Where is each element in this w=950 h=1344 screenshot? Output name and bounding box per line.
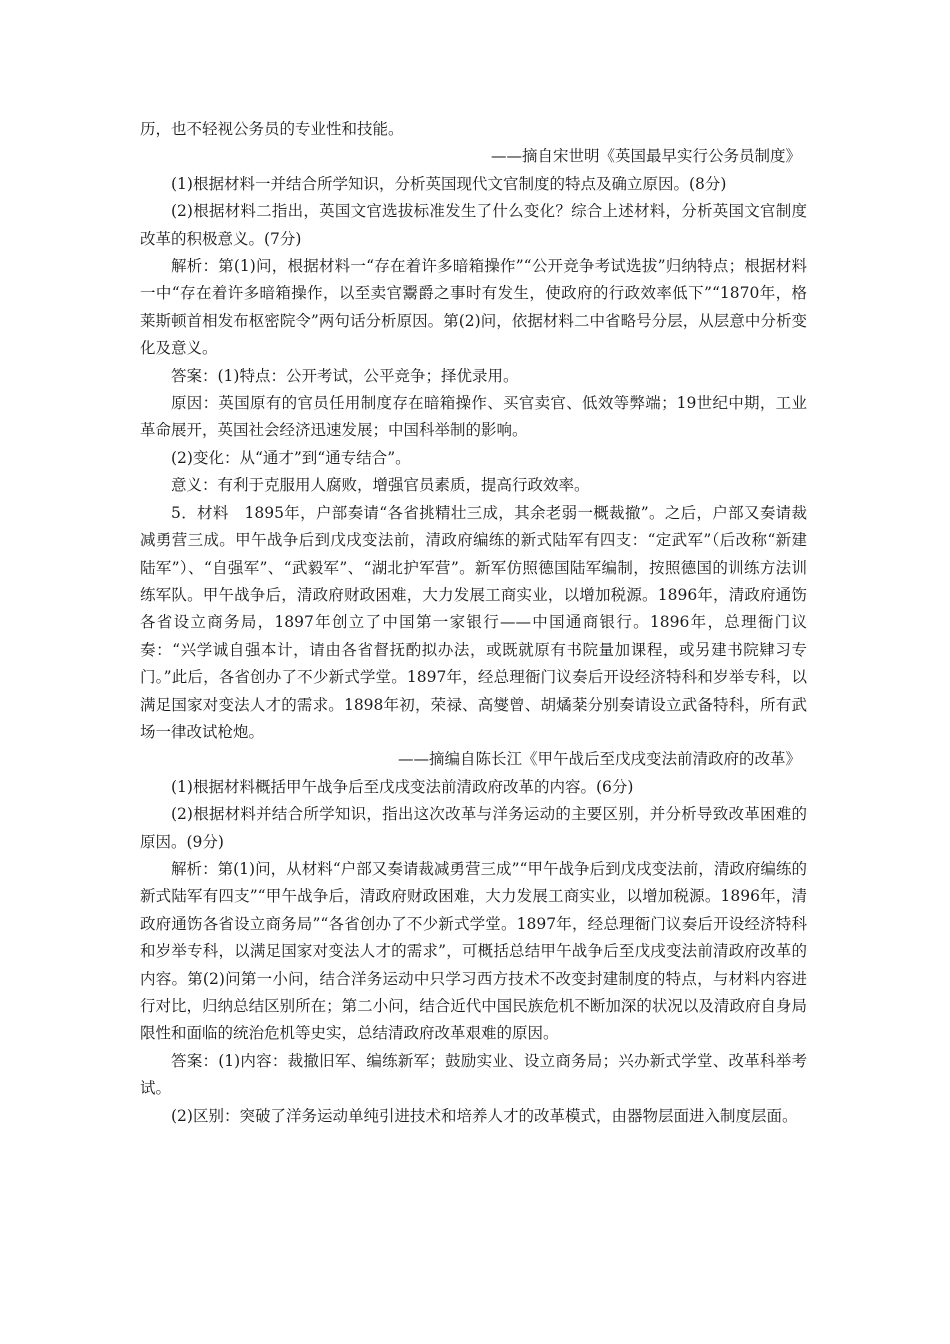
- document-page: [140, 116, 807, 1130]
- material-5: 5．材料 1895年，户部奏请“各省挑精壮三成，其余老弱一概裁撤”。之后，户部又奏请裁减勇营三成。甲午战争后到戊戌变法前，清政府编练的新式陆军有四支：“定武军”（后改称“新建陆军”）、“自强军”、“武毅军”、“湖北护军营”。新军仿照德国陆军编制，按照德国的训练方法训练军队。甲午战争后，清政府财政困难，大力发展工商实业，以增加税源。1896年，清政府通饬各省设立商务局，1897年创立了中国第一家银行——中国通商银行。1896年，总理衙门议奏：“兴学诚自强本计，请由各省督抚酌拟办法，或既就原有书院量加课程，或另建书院肄习专门。”此后，各省创办了不少新式学堂。1897年，经总理衙门议奏后开设经济特科和岁举专科，以满足国家对变法人才的需求。1898年初，荣禄、高燮曾、胡燏棻分别奏请设立武备特科，所有武场一律改试枪炮。: [140, 503, 807, 741]
- answer-1-reason: 原因：英国原有的官员任用制度存在暗箱操作、买官卖官、低效等弊端；19世纪中期，工业革命展开，英国社会经济迅速发展；中国科举制的影响。: [140, 394, 807, 440]
- answer-1-meaning: 意义：有利于克服用人腐败，增强官员素质，提高行政效率。: [171, 476, 590, 495]
- answer-1: 答案：(1)特点：公开考试，公平竞争；择优录用。: [171, 366, 519, 385]
- question-3: (1)根据材料概括甲午战争后至戊戌变法前清政府改革的内容。(6分): [171, 777, 634, 796]
- answer-2-difference: (2)区别：突破了洋务运动单纯引进技术和培养人才的改革模式，由器物层面进入制度层面。: [171, 1106, 798, 1125]
- question-2: (2)根据材料二指出，英国文官选拔标准发生了什么变化？综合上述材料，分析英国文官制度改革的积极意义。(7分): [140, 202, 807, 248]
- analysis-1: 解析：第(1)问，根据材料一“存在着许多暗箱操作”“公开竞争考试选拔”归纳特点；根据材料一中“存在着许多暗箱操作，以至卖官鬻爵之事时有发生，使政府的行政效率低下”“1870年，格莱斯顿首相发布枢密院令”两句话分析原因。第(2)问，依据材料二中省略号分层，从层意中分析变化及意义。: [140, 257, 807, 358]
- answer-2: 答案：(1)内容：裁撤旧军、编练新军；鼓励实业、设立商务局；兴办新式学堂、改革科举考试。: [140, 1051, 807, 1098]
- question-1: (1)根据材料一并结合所学知识，分析英国现代文官制度的特点及确立原因。(8分): [171, 174, 727, 193]
- paragraph-continuation: 历，也不轻视公务员的专业性和技能。: [140, 120, 404, 138]
- answer-1-change: (2)变化：从“通才”到“通专结合”。: [171, 448, 411, 467]
- source-citation-2: ——摘编自陈长江《甲午战后至戊戌变法前清政府的改革》: [397, 750, 801, 769]
- source-citation-1: ——摘自宋世明《英国最早实行公务员制度》: [490, 147, 801, 166]
- question-4: (2)根据材料并结合所学知识，指出这次改革与洋务运动的主要区别，并分析导致改革困难的原因。(9分): [140, 805, 807, 851]
- analysis-2: 解析：第(1)问，从材料“户部又奏请裁减勇营三成”“甲午战争后到戊戌变法前，清政府编练的新式陆军有四支”“甲午战争后，清政府财政困难，大力发展工商实业，以增加税源。1896年，清政府通饬各省设立商务局”“各省创办了不少新式学堂。1897年，经总理衙门议奏后开设经济特科和岁举专科，以满足国家对变法人才的需求”，可概括总结甲午战争后至戊戌变法前清政府改革的内容。第(2)问第一小问，结合洋务运动中只学习西方技术不改变封建制度的特点，与材料内容进行对比，归纳总结区别所在；第二小问，结合近代中国民族危机不断加深的状况以及清政府自身局限性和面临的统治危机等史实，总结清政府改革艰难的原因。: [140, 859, 807, 1043]
